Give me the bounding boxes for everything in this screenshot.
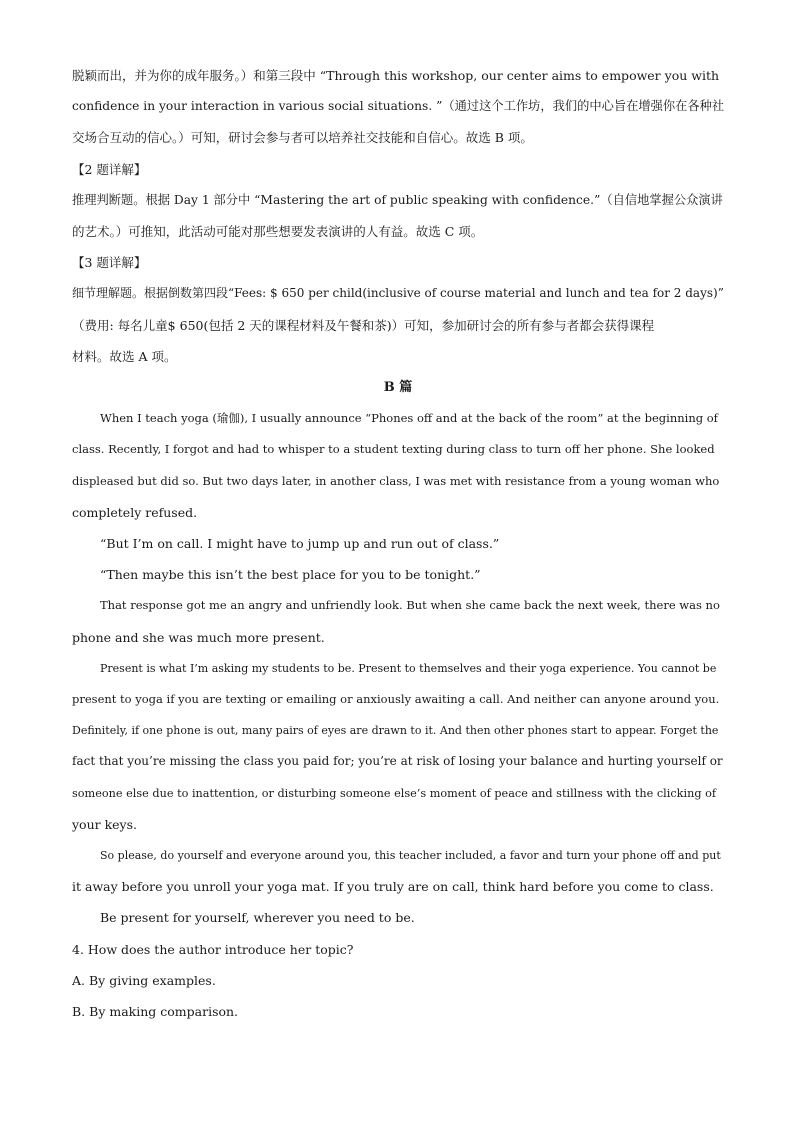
- q2-heading: 【2 题详解】: [72, 161, 147, 177]
- passage-line: Present is what I’m asking my students to be. Present to themselves and their yoga experience. You cannot be: [100, 661, 717, 675]
- passage-line: someone else due to inattention, or disturbing someone else’s moment of peace and stillness with the clicking of: [72, 786, 717, 800]
- option-b: B. By making comparison.: [72, 1004, 239, 1020]
- passage-line: Be present for yourself, wherever you need to be.: [100, 910, 415, 926]
- passage: [72, 403, 724, 933]
- passage-line: “But I’m on call. I might have to jump up and run out of class.”: [100, 536, 500, 552]
- q3-heading: 【3 题详解】: [72, 255, 147, 271]
- analysis-line: 交场合互动的信心。）可知，研讨会参与者可以培养社交技能和自信心。故选 B 项。: [72, 130, 533, 146]
- analysis-line: （费用: 每名儿童$ 650(包括 2 天的课程材料及午餐和茶)）可知，参加研讨会的所有参与者都会获得课程: [72, 317, 655, 333]
- passage-line: So please, do yourself and everyone around you, this teacher included, a favor and turn your phone off and put: [100, 849, 721, 863]
- passage-line: That response got me an angry and unfriendly look. But when she came back the next week, there was no: [100, 598, 720, 613]
- analysis-line: 材料。故选 A 项。: [72, 348, 177, 364]
- passage-line: class. Recently, I forgot and had to whisper to a student texting during class to turn off her phone. She looked: [72, 442, 715, 457]
- passage-line: “Then maybe this isn’t the best place for you to be tonight.”: [100, 567, 481, 583]
- analysis-line: confidence in your interaction in various social situations. ”（通过这个工作坊，我们的中心旨在增强你在各种社: [72, 99, 725, 114]
- passage-line: present to yoga if you are texting or emailing or anxiously awaiting a call. And neither can anyone around you.: [72, 692, 720, 707]
- analysis-line: 的艺术。）可推知，此活动可能对那些想要发表演讲的人有益。故选 C 项。: [72, 224, 484, 240]
- passage-line: completely refused.: [72, 504, 198, 520]
- passage-line: it away before you unroll your yoga mat. If you truly are on call, think hard before you come to class.: [72, 879, 714, 895]
- section-title: B 篇: [383, 380, 413, 396]
- question-stem: 4. How does the author introduce her topic?: [72, 941, 354, 957]
- passage-line: phone and she was much more present.: [72, 629, 325, 645]
- analysis-line: 脱颖而出，并为你的成年服务。）和第三段中 “Through this workshop, our center aims to empower you with: [72, 68, 720, 83]
- analysis-line: 推理判断题。根据 Day 1 部分中 “Mastering the art of public speaking with confidence.”（自信地掌握公众演讲: [72, 192, 723, 207]
- document-page: [72, 60, 724, 1027]
- passage-line: fact that you’re missing the class you paid for; you’re at risk of losing your balance and hurting yourself or: [72, 754, 723, 769]
- option-a: A. By giving examples.: [72, 972, 216, 988]
- passage-line: displeased but did so. But two days later, in another class, I was met with resistance from a young woman who: [72, 473, 720, 488]
- analysis-line: 细节理解题。根据倒数第四段“Fees: $ 650 per child(inclusive of course material and lunch and tea for 2 days)”: [72, 286, 724, 301]
- passage-line: your keys.: [72, 816, 138, 832]
- passage-line: Definitely, if one phone is out, many pairs of eyes are drawn to it. And then other phones start to appear. Forget the: [72, 724, 719, 738]
- passage-line: When I teach yoga (瑜伽), I usually announce “Phones off and at the back of the room” at the beginning of: [100, 411, 718, 426]
